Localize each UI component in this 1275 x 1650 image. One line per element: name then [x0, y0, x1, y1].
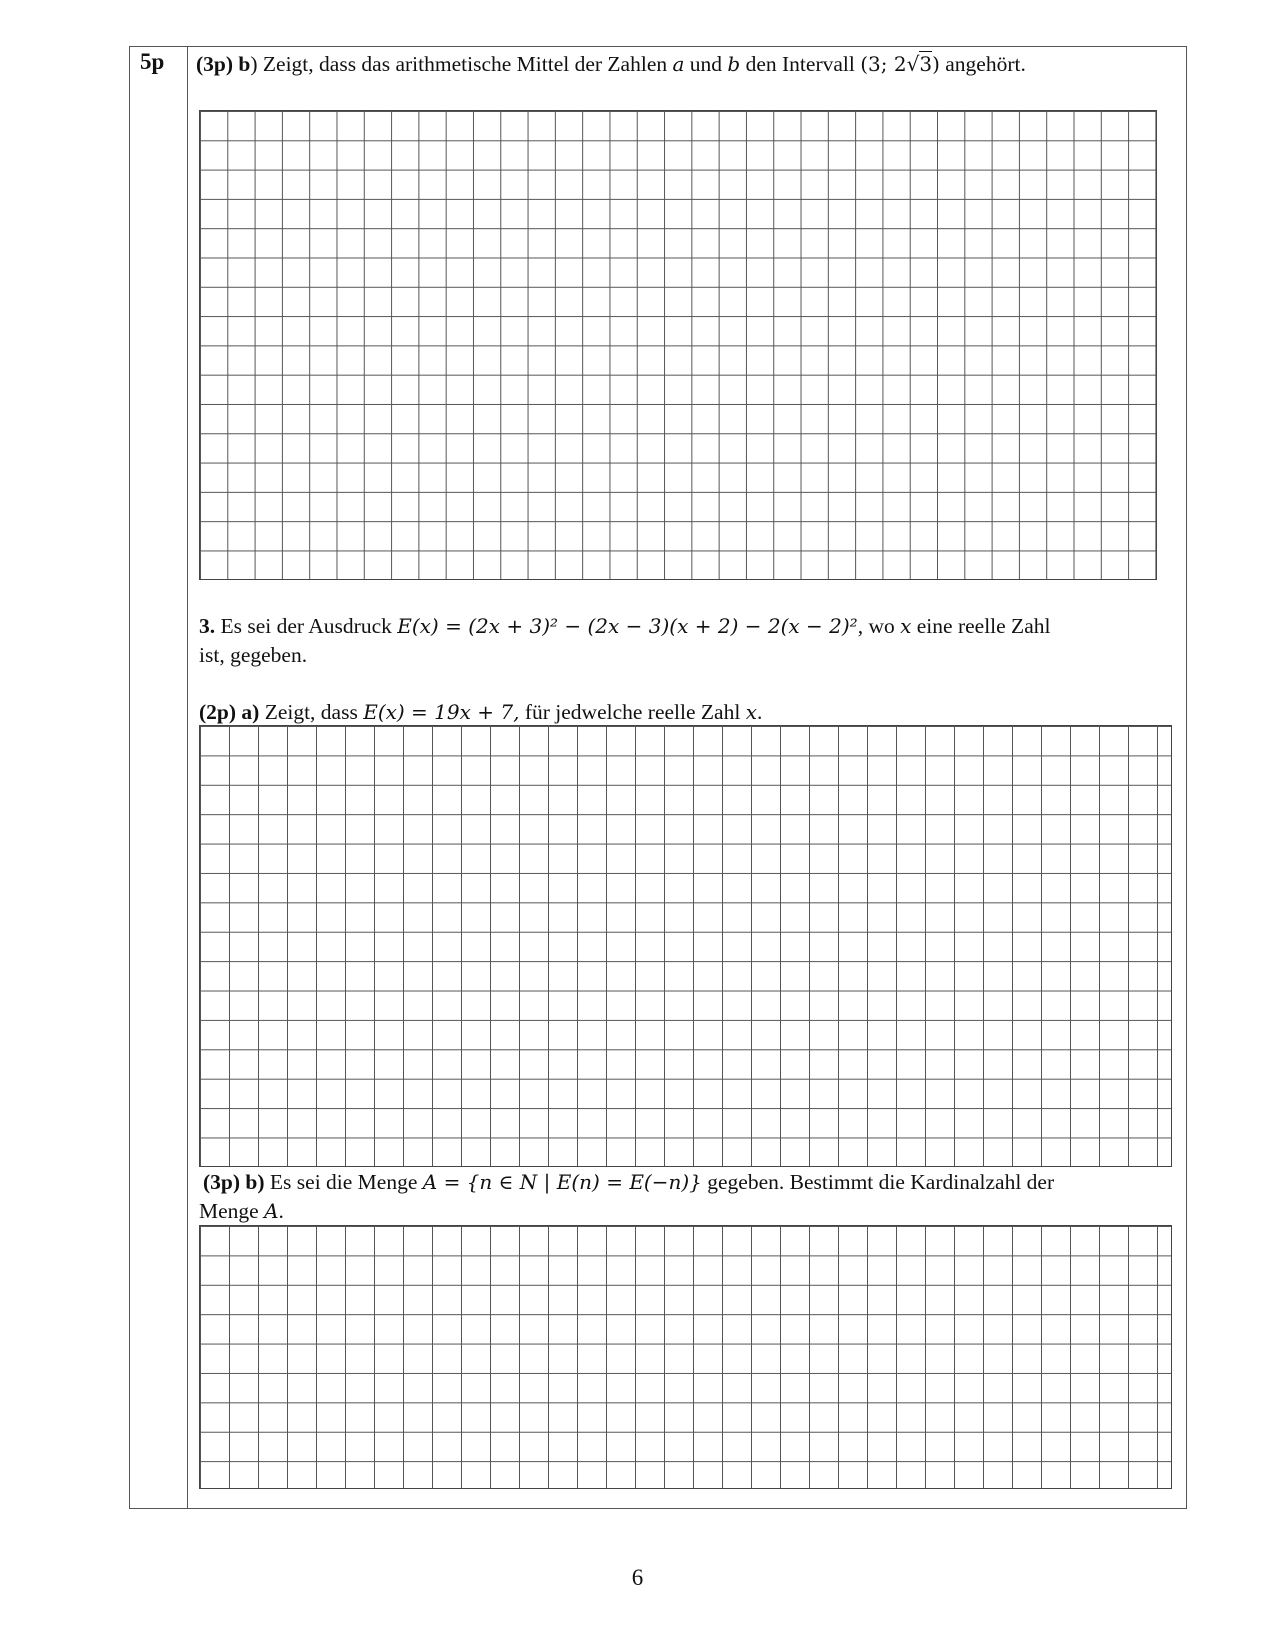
page-number: 6	[631, 1565, 644, 1590]
q3b-var-a: A	[264, 1199, 279, 1223]
question-3a	[199, 698, 762, 726]
q3a-var-x: x	[745, 700, 757, 724]
interval-close: )	[932, 52, 940, 76]
q3-expression: E(x) = (2x + 3)² − (2x − 3)(x + 2) − 2(x − 2)²	[397, 614, 858, 638]
q3-line1-post: eine reelle Zahl	[911, 614, 1051, 638]
q2b-text-pre: ) Zeigt, dass das arithmetische Mittel der Zahlen	[250, 52, 673, 76]
q3-var-x: x	[900, 614, 912, 638]
answer-grid-3a[interactable]	[199, 725, 1172, 1167]
q2b-text-mid: den Intervall	[740, 52, 861, 76]
q3b-line2-end: .	[278, 1199, 284, 1223]
score-3a: (2p) a)	[199, 700, 260, 724]
q3a-text-pre: Zeigt, dass	[259, 700, 364, 724]
q3a-text-post: für jedwelche reelle Zahl	[519, 700, 746, 724]
score-2b: (3p)	[196, 52, 234, 76]
part-2b: b	[238, 52, 251, 76]
q2b-und: und	[684, 52, 728, 76]
q3b-text-pre: Es sei die Menge	[264, 1170, 423, 1194]
q3-line1-mid: , wo	[857, 614, 901, 638]
question-3b	[203, 1168, 1054, 1196]
var-a: a	[672, 52, 685, 76]
q3a-expression: E(x) = 19x + 7,	[363, 700, 520, 724]
q3b-line2-pre: Menge	[199, 1199, 265, 1223]
question-3b-line2	[199, 1197, 284, 1225]
q3-line1-pre: Es sei der Ausdruck	[215, 614, 398, 638]
interval-open: (3; 2√	[860, 52, 920, 76]
q3a-end: .	[756, 700, 763, 724]
points-column-divider	[187, 46, 188, 1509]
points-label: 5p	[140, 49, 165, 74]
question-3-number: 3.	[199, 614, 216, 638]
q3b-text-post: gegeben. Bestimmt die Kardinalzahl der	[701, 1170, 1055, 1194]
var-b: b	[727, 52, 741, 76]
q3b-expression: A = {n ∈ N | E(n) = E(−n)}	[422, 1170, 702, 1194]
answer-grid-2b[interactable]	[199, 110, 1157, 580]
q2b-text-post: angehört.	[939, 52, 1026, 76]
question-3-line2: ist, gegeben.	[199, 643, 308, 667]
interval-root: 3	[919, 52, 933, 76]
score-3b: (3p) b)	[203, 1170, 265, 1194]
answer-grid-3b[interactable]	[199, 1225, 1172, 1489]
question-3	[199, 612, 1050, 640]
question-2b	[196, 50, 1026, 78]
